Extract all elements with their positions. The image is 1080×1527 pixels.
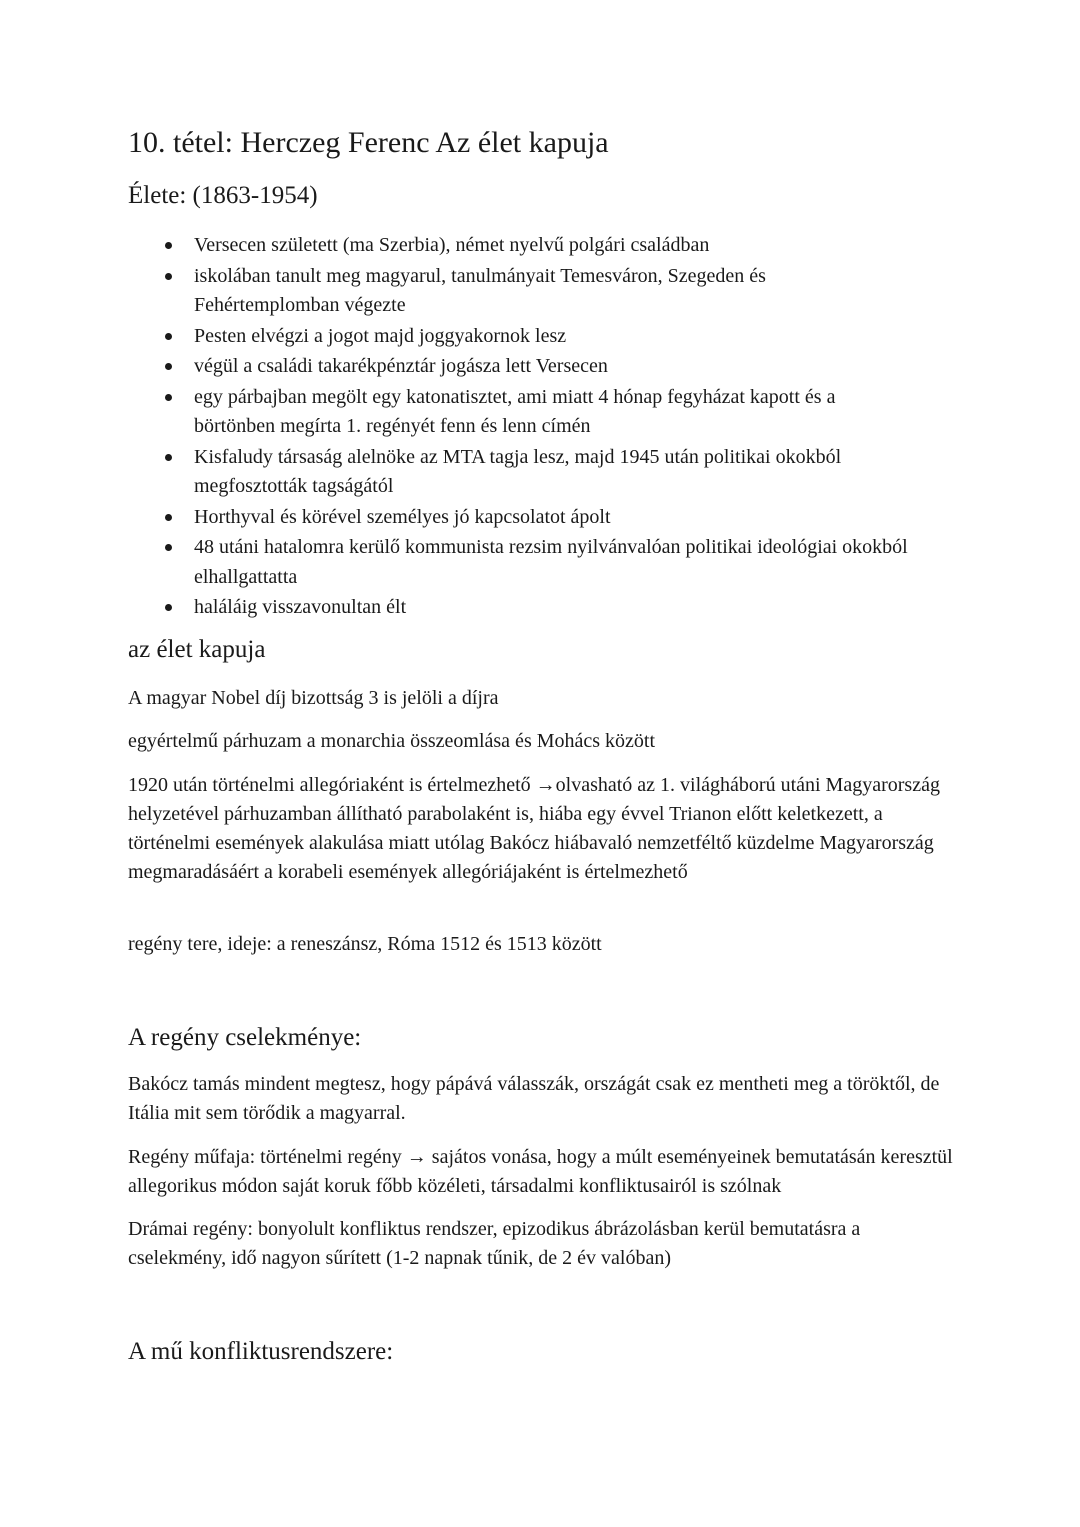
plot-paragraph: Drámai regény: bonyolult konfliktus rendszer, epizodikus ábrázolásban kerül bemutatásra a cselekmény, idő nagyon sűrített (1-2 napnak tűnik, de 2 év valóban) [128,1218,861,1269]
plot-heading: A regény cselekménye: [128,1024,362,1051]
bullet-icon [165,394,172,401]
work-paragraph: regény tere, ideje: a reneszánsz, Róma 1512 és 1513 között [128,933,602,955]
document-title: 10. tétel: Herczeg Ferenc Az élet kapuja [128,126,609,159]
list-item: egy párbajban megölt egy katonatisztet, ami miatt 4 hónap fegyházat kapott és a börtönben megírta 1. regényét fenn és lenn címén [128,383,908,442]
list-item: Kisfaludy társaság alelnöke az MTA tagja lesz, majd 1945 után politikai okokból megfosztották tagságától [128,443,908,502]
bullet-icon [165,544,172,551]
list-item: haláláig visszavonultan élt [128,593,908,623]
bullet-icon [165,242,172,249]
list-item: Horthyval és körével személyes jó kapcsolatot ápolt [128,503,908,533]
bullet-icon [165,454,172,461]
work-heading: az élet kapuja [128,636,266,663]
plot-paragraph: Bakócz tamás mindent megtesz, hogy pápává válasszák, országát csak ez mentheti meg a töröktől, de Itália mit sem törődik a magyarral. [128,1073,940,1124]
bullet-icon [165,363,172,370]
list-item: végül a családi takarékpénztár jogásza lett Versecen [128,352,908,382]
bullet-icon [165,514,172,521]
life-heading: Élete: (1863-1954) [128,182,318,209]
list-item: Versecen született (ma Szerbia), német nyelvű polgári családban [128,231,908,261]
plot-paragraph: Regény műfaja: történelmi regény → sajátos vonása, hogy a múlt eseményeinek bemutatásán keresztül allegorikus módon saját koruk főbb közéleti, társadalmi konfliktusairól is szólnak [128,1146,953,1197]
work-paragraph: 1920 után történelmi allegóriaként is értelmezhető →olvasható az 1. világháború utáni Magyarország helyzetével párhuzamban állítható parabolaként is, hiába egy évvel Trianon előtt keletkezett, a történelmi események alakulása miatt utólag Bakócz hiábavaló nemzetféltő küzdelme Magyarország megmaradásáért a korabeli események allegóriájaként is értelmezhető [128,774,940,883]
bullet-icon [165,273,172,280]
conflict-heading: A mű konfliktusrendszere: [128,1338,394,1365]
life-list [128,231,908,624]
work-paragraph: A magyar Nobel díj bizottság 3 is jelöli a díjra [128,687,499,709]
list-item: 48 utáni hatalomra kerülő kommunista rezsim nyilvánvalóan politikai ideológiai okokból elhallgattatta [128,533,908,592]
list-item: iskolában tanult meg magyarul, tanulmányait Temesváron, Szegeden és Fehértemplomban végezte [128,262,908,321]
bullet-icon [165,604,172,611]
work-paragraph: egyértelmű párhuzam a monarchia összeomlása és Mohács között [128,730,656,752]
list-item: Pesten elvégzi a jogot majd joggyakornok lesz [128,322,908,352]
bullet-icon [165,333,172,340]
